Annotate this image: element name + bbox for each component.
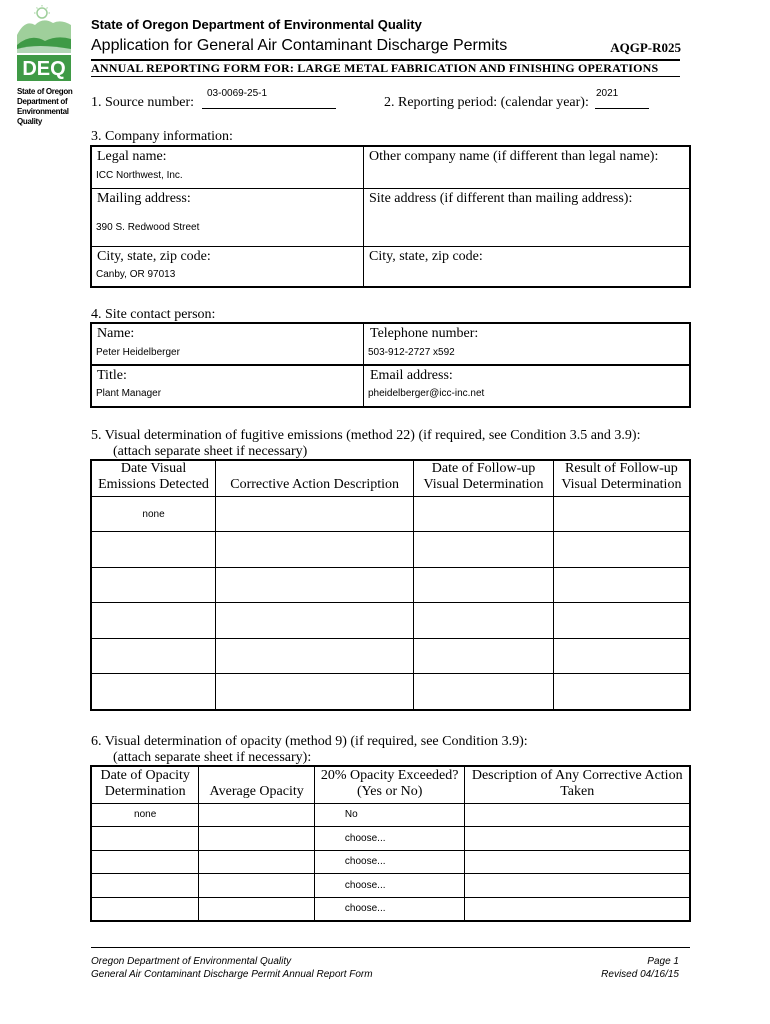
table-header-row (91, 460, 690, 497)
deq-mark-text: DEQ (22, 58, 66, 80)
table-cell[interactable] (199, 897, 315, 921)
source-number-label: 1. Source number: (91, 95, 195, 110)
contact-title-value: Plant Manager (96, 388, 162, 399)
table-row (91, 826, 690, 850)
table-cell[interactable] (465, 873, 690, 897)
table-cell[interactable] (91, 674, 216, 710)
city-state-zip-value: Canby, OR 97013 (96, 269, 176, 280)
legal-name-label: Legal name: (97, 149, 167, 164)
table-row (91, 803, 690, 826)
exceeded-select[interactable]: choose... (314, 897, 465, 921)
form-subtitle: ANNUAL REPORTING FORM FOR: LARGE METAL FABRICATION AND FINISHING OPERATIONS (91, 61, 659, 75)
site-city-state-zip-field[interactable] (364, 247, 689, 286)
opacity-note: (attach separate sheet if necessary): (113, 750, 312, 765)
site-city-state-zip-label: City, state, zip code: (369, 249, 483, 264)
table-row (91, 897, 690, 921)
table-cell[interactable]: none (91, 803, 199, 826)
deq-logo-graphic (17, 5, 71, 81)
reporting-period-underline (595, 108, 649, 109)
deq-logo (17, 5, 71, 81)
exceeded-select[interactable]: No (314, 803, 465, 826)
table-cell[interactable] (553, 674, 690, 710)
logo-line: Quality (17, 117, 43, 126)
column-header: Result of Follow-up Visual Determination (553, 460, 690, 497)
site-address-field[interactable] (364, 189, 689, 246)
contact-name-label: Name: (97, 326, 135, 341)
table-cell[interactable] (414, 603, 554, 639)
table-cell[interactable] (199, 803, 315, 826)
table-cell[interactable] (465, 826, 690, 850)
table-cell[interactable] (465, 850, 690, 873)
table-cell[interactable] (553, 603, 690, 639)
table-cell[interactable] (91, 568, 216, 603)
table-cell[interactable] (91, 603, 216, 639)
table-cell[interactable] (414, 674, 554, 710)
logo-agency-name (17, 87, 77, 127)
company-info-label: 3. Company information: (91, 129, 233, 144)
form-code: AQGP-R025 (610, 40, 681, 55)
agency-name: State of Oregon Department of Environmental Quality (91, 17, 422, 32)
column-header: 20% Opacity Exceeded? (Yes or No) (314, 766, 465, 803)
logo-line: State of Oregon (17, 87, 73, 96)
site-contact-box (90, 322, 691, 408)
other-company-name-field[interactable] (364, 147, 689, 188)
contact-name-field[interactable] (92, 324, 363, 364)
contact-email-field[interactable] (364, 366, 689, 406)
table-cell[interactable] (553, 639, 690, 674)
table-cell[interactable] (199, 873, 315, 897)
contact-telephone-label: Telephone number: (370, 326, 479, 341)
column-header: Date Visual Emissions Detected (91, 460, 216, 497)
legal-name-value: ICC Northwest, Inc. (96, 170, 183, 181)
table-cell[interactable] (553, 497, 690, 532)
column-header: Date of Follow-up Visual Determination (414, 460, 554, 497)
fugitive-emissions-label: 5. Visual determination of fugitive emissions (method 22) (if required, see Condition 3.5 and 3.9): (91, 428, 641, 443)
contact-title-label: Title: (97, 368, 127, 383)
logo-line: Environmental (17, 107, 69, 116)
site-address-label: Site address (if different than mailing address): (369, 191, 633, 206)
table-row (91, 674, 690, 710)
other-company-name-label: Other company name (if different than legal name): (369, 149, 659, 164)
fugitive-emissions-note: (attach separate sheet if necessary) (113, 444, 308, 459)
city-state-zip-field[interactable] (92, 247, 363, 286)
subtitle-rule (91, 76, 680, 77)
exceeded-select[interactable]: choose... (314, 850, 465, 873)
table-cell[interactable] (216, 674, 414, 710)
contact-name-value: Peter Heidelberger (96, 347, 180, 358)
contact-telephone-value: 503-912-2727 x592 (368, 347, 455, 358)
table-cell[interactable] (414, 639, 554, 674)
opacity-table (90, 765, 691, 922)
table-cell[interactable] (465, 897, 690, 921)
column-header: Corrective Action Description (216, 460, 414, 497)
mailing-address-field[interactable] (92, 189, 363, 246)
column-header: Date of Opacity Determination (91, 766, 199, 803)
exceeded-select[interactable]: choose... (314, 826, 465, 850)
footer-right (601, 955, 679, 981)
table-cell[interactable] (216, 568, 414, 603)
table-row (91, 873, 690, 897)
reporting-period-value[interactable]: 2021 (596, 88, 619, 99)
table-row (91, 497, 690, 532)
contact-telephone-field[interactable] (364, 324, 689, 364)
mailing-address-value: 390 S. Redwood Street (96, 222, 200, 233)
table-cell[interactable] (414, 497, 554, 532)
table-cell[interactable] (91, 826, 199, 850)
exceeded-select[interactable]: choose... (314, 873, 465, 897)
footer-page-number: Page 1 (647, 956, 679, 967)
fugitive-emissions-table (90, 459, 691, 711)
table-cell[interactable] (216, 497, 414, 532)
contact-email-value: pheidelberger@icc-inc.net (368, 388, 485, 399)
table-cell[interactable] (414, 568, 554, 603)
table-cell[interactable] (199, 850, 315, 873)
table-cell[interactable] (216, 603, 414, 639)
table-cell[interactable]: none (91, 497, 216, 532)
footer-revision-date: Revised 04/16/15 (601, 969, 679, 980)
logo-line: Department of (17, 97, 68, 106)
table-cell[interactable] (553, 568, 690, 603)
table-header-row (91, 766, 690, 803)
city-state-zip-label: City, state, zip code: (97, 249, 211, 264)
table-cell[interactable] (216, 639, 414, 674)
footer-form-name: General Air Contaminant Discharge Permit Annual Report Form (91, 969, 373, 980)
legal-name-field[interactable] (92, 147, 363, 188)
table-cell[interactable] (91, 850, 199, 873)
table-row (91, 850, 690, 873)
application-title: Application for General Air Contaminant Discharge Permits (91, 37, 508, 54)
table-cell[interactable] (91, 873, 199, 897)
source-number-value[interactable]: 03-0069-25-1 (207, 88, 268, 99)
column-header: Description of Any Corrective Action Taken (465, 766, 690, 803)
contact-title-field[interactable] (92, 366, 363, 406)
table-cell[interactable] (91, 532, 216, 568)
column-header: Average Opacity (199, 766, 315, 803)
opacity-label: 6. Visual determination of opacity (method 9) (if required, see Condition 3.9): (91, 734, 528, 749)
table-cell[interactable] (91, 897, 199, 921)
reporting-period-label: 2. Reporting period: (calendar year): (384, 95, 589, 110)
table-cell[interactable] (553, 532, 690, 568)
table-cell[interactable] (465, 803, 690, 826)
footer-rule (91, 947, 690, 948)
footer-left (91, 955, 373, 981)
table-cell[interactable] (91, 639, 216, 674)
contact-email-label: Email address: (370, 368, 453, 383)
table-cell[interactable] (199, 826, 315, 850)
company-info-box (90, 145, 691, 288)
table-cell[interactable] (216, 532, 414, 568)
source-number-underline (202, 108, 336, 109)
table-row (91, 603, 690, 639)
table-row (91, 639, 690, 674)
footer-agency: Oregon Department of Environmental Quality (91, 956, 292, 967)
table-cell[interactable] (414, 532, 554, 568)
table-row (91, 568, 690, 603)
site-contact-label: 4. Site contact person: (91, 307, 216, 322)
mailing-address-label: Mailing address: (97, 191, 191, 206)
table-row (91, 532, 690, 568)
